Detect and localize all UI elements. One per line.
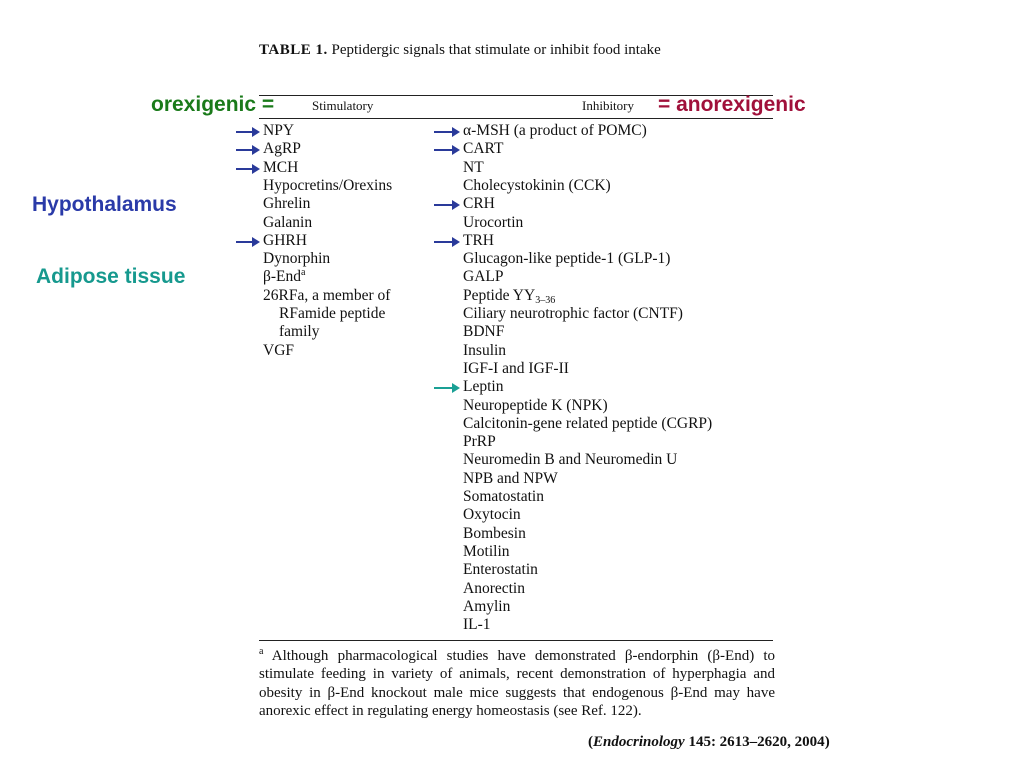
inhibitory-row-text: Urocortin (463, 213, 524, 231)
stimulatory-row-superscript: a (301, 267, 306, 279)
bottom-rule (259, 640, 773, 641)
arrow-icon (434, 127, 460, 137)
anorexigenic-label: = anorexigenic (658, 93, 806, 116)
stimulatory-row (263, 268, 305, 286)
inhibitory-row-text: PrRP (463, 433, 496, 451)
inhibitory-row (463, 433, 496, 451)
inhibitory-row (463, 268, 503, 286)
inhibitory-row (463, 214, 523, 232)
stimulatory-row-text: VGF (263, 341, 295, 359)
inhibitory-row (463, 415, 712, 433)
inhibitory-row (463, 287, 555, 305)
inhibitory-row-text: Oxytocin (463, 506, 521, 524)
inhibitory-row (463, 195, 495, 213)
inhibitory-row-text: IGF-I and IGF-II (463, 359, 569, 377)
inhibitory-row-text: Glucagon-like peptide-1 (GLP-1) (463, 250, 671, 268)
stimulatory-row (263, 250, 330, 268)
stimulatory-row (263, 140, 301, 158)
stimulatory-row (263, 122, 294, 140)
stimulatory-row-text: RFamide peptide (279, 305, 386, 322)
arrow-icon (236, 164, 260, 174)
inhibitory-row-text: Calcitonin-gene related peptide (CGRP) (463, 414, 713, 432)
inhibitory-row-text: IL-1 (463, 616, 491, 634)
stimulatory-row-text: β-End (263, 268, 302, 286)
footnote-marker: a (259, 646, 264, 657)
inhibitory-row-text: GALP (463, 268, 504, 286)
inhibitory-row (463, 122, 647, 140)
inhibitory-row (463, 506, 521, 524)
inhibitory-row-text: Neuropeptide K (NPK) (463, 396, 608, 414)
inhibitory-row-subscript: 3–36 (535, 294, 556, 306)
inhibitory-row (463, 488, 544, 506)
inhibitory-row-text: Somatostatin (463, 488, 544, 505)
stimulatory-row (263, 159, 298, 177)
inhibitory-row-text: Amylin (463, 597, 511, 615)
stimulatory-row-text: 26RFa, a member of (263, 286, 391, 304)
stimulatory-row-text: Dynorphin (263, 250, 331, 268)
inhibitory-row (463, 525, 526, 543)
inhibitory-row-text: NPB and NPW (463, 469, 558, 487)
inhibitory-row-text: Bombesin (463, 524, 526, 542)
table-title: Peptidergic signals that stimulate or inhibit food intake (331, 42, 661, 58)
stimulatory-row (263, 232, 307, 250)
inhibitory-row-text: Insulin (463, 341, 507, 359)
inhibitory-row (463, 159, 484, 177)
inhibitory-row (463, 470, 558, 488)
inhibitory-row-text: Motilin (463, 542, 510, 560)
adipose-tissue-label: Adipose tissue (36, 265, 186, 288)
inhibitory-row-text: Ciliary neurotrophic factor (CNTF) (463, 305, 683, 322)
inhibitory-row-text: NT (463, 158, 484, 176)
inhibitory-row (463, 232, 494, 250)
inhibitory-row (463, 360, 569, 378)
footnote (259, 647, 775, 720)
arrow-icon (434, 200, 460, 210)
inhibitory-row-text: Cholecystokinin (CCK) (463, 176, 611, 194)
stimulatory-row (279, 323, 319, 341)
inhibitory-row-text: Peptide YY (463, 286, 536, 304)
inhibitory-row (463, 451, 677, 469)
inhibitory-row-text: TRH (463, 231, 494, 249)
footnote-text: Although pharmacological studies have demonstrated β-endorphin (β-End) to stimulate feeding in variety of animals, recent demonstration of hyperphagia and obesity in β-End knockout male mice suggests that endogenous β-End may have anorexic effect in regulating energy homeostasis (see Ref. 122). (259, 648, 775, 719)
inhibitory-row (463, 397, 608, 415)
stimulatory-row (263, 177, 392, 195)
arrow-icon (434, 237, 460, 247)
stimulatory-row (263, 287, 390, 305)
inhibitory-row-text: Anorectin (463, 579, 525, 597)
inhibitory-row (463, 323, 504, 341)
hypothalamus-label: Hypothalamus (32, 193, 177, 216)
inhibitory-row (463, 580, 525, 598)
inhibitory-row (463, 543, 510, 561)
table-label: TABLE 1. (259, 42, 328, 58)
inhibitory-row (463, 177, 611, 195)
stimulatory-row-text: Ghrelin (263, 195, 311, 213)
stimulatory-row (279, 305, 385, 323)
inhibitory-row (463, 342, 506, 360)
inhibitory-row (463, 250, 670, 268)
stimulatory-row-text: Hypocretins/Orexins (263, 176, 393, 194)
orexigenic-label: orexigenic = (151, 93, 275, 116)
stimulatory-row-text: MCH (263, 158, 299, 176)
inhibitory-row-text: BDNF (463, 323, 505, 341)
arrow-icon (236, 237, 260, 247)
inhibitory-row (463, 598, 510, 616)
stimulatory-row-text: family (279, 323, 320, 341)
arrow-icon (434, 383, 460, 393)
stimulatory-row (263, 342, 294, 360)
inhibitory-row-text: Enterostatin (463, 561, 538, 579)
stimulatory-row-text: Galanin (263, 213, 313, 231)
stimulatory-row-text: GHRH (263, 231, 307, 249)
inhibitory-row-text: Neuromedin B and Neuromedin U (463, 451, 678, 469)
stimulatory-header: Stimulatory (312, 98, 374, 113)
inhibitory-header: Inhibitory (582, 98, 634, 113)
inhibitory-row (463, 140, 503, 158)
citation-details: 145: 2613–2620, 2004 (688, 734, 825, 750)
inhibitory-row (463, 616, 491, 634)
stimulatory-row-text: AgRP (263, 140, 301, 158)
inhibitory-row (463, 561, 538, 579)
arrow-icon (236, 127, 260, 137)
inhibitory-row-text: Leptin (463, 378, 504, 396)
inhibitory-row (463, 378, 503, 396)
citation: (Endocrinology 145: 2613–2620, 2004) (588, 734, 830, 750)
stimulatory-row-text: NPY (263, 122, 295, 139)
inhibitory-row-text: α-MSH (a product of POMC) (463, 122, 647, 139)
stimulatory-row (263, 195, 310, 213)
arrow-icon (434, 145, 460, 155)
inhibitory-row-text: CART (463, 140, 504, 158)
header-rule (259, 118, 773, 119)
inhibitory-row-text: CRH (463, 195, 495, 213)
arrow-icon (236, 145, 260, 155)
citation-journal: Endocrinology (593, 734, 685, 750)
inhibitory-row (463, 305, 683, 323)
stimulatory-row (263, 214, 312, 232)
table-caption (259, 40, 759, 60)
